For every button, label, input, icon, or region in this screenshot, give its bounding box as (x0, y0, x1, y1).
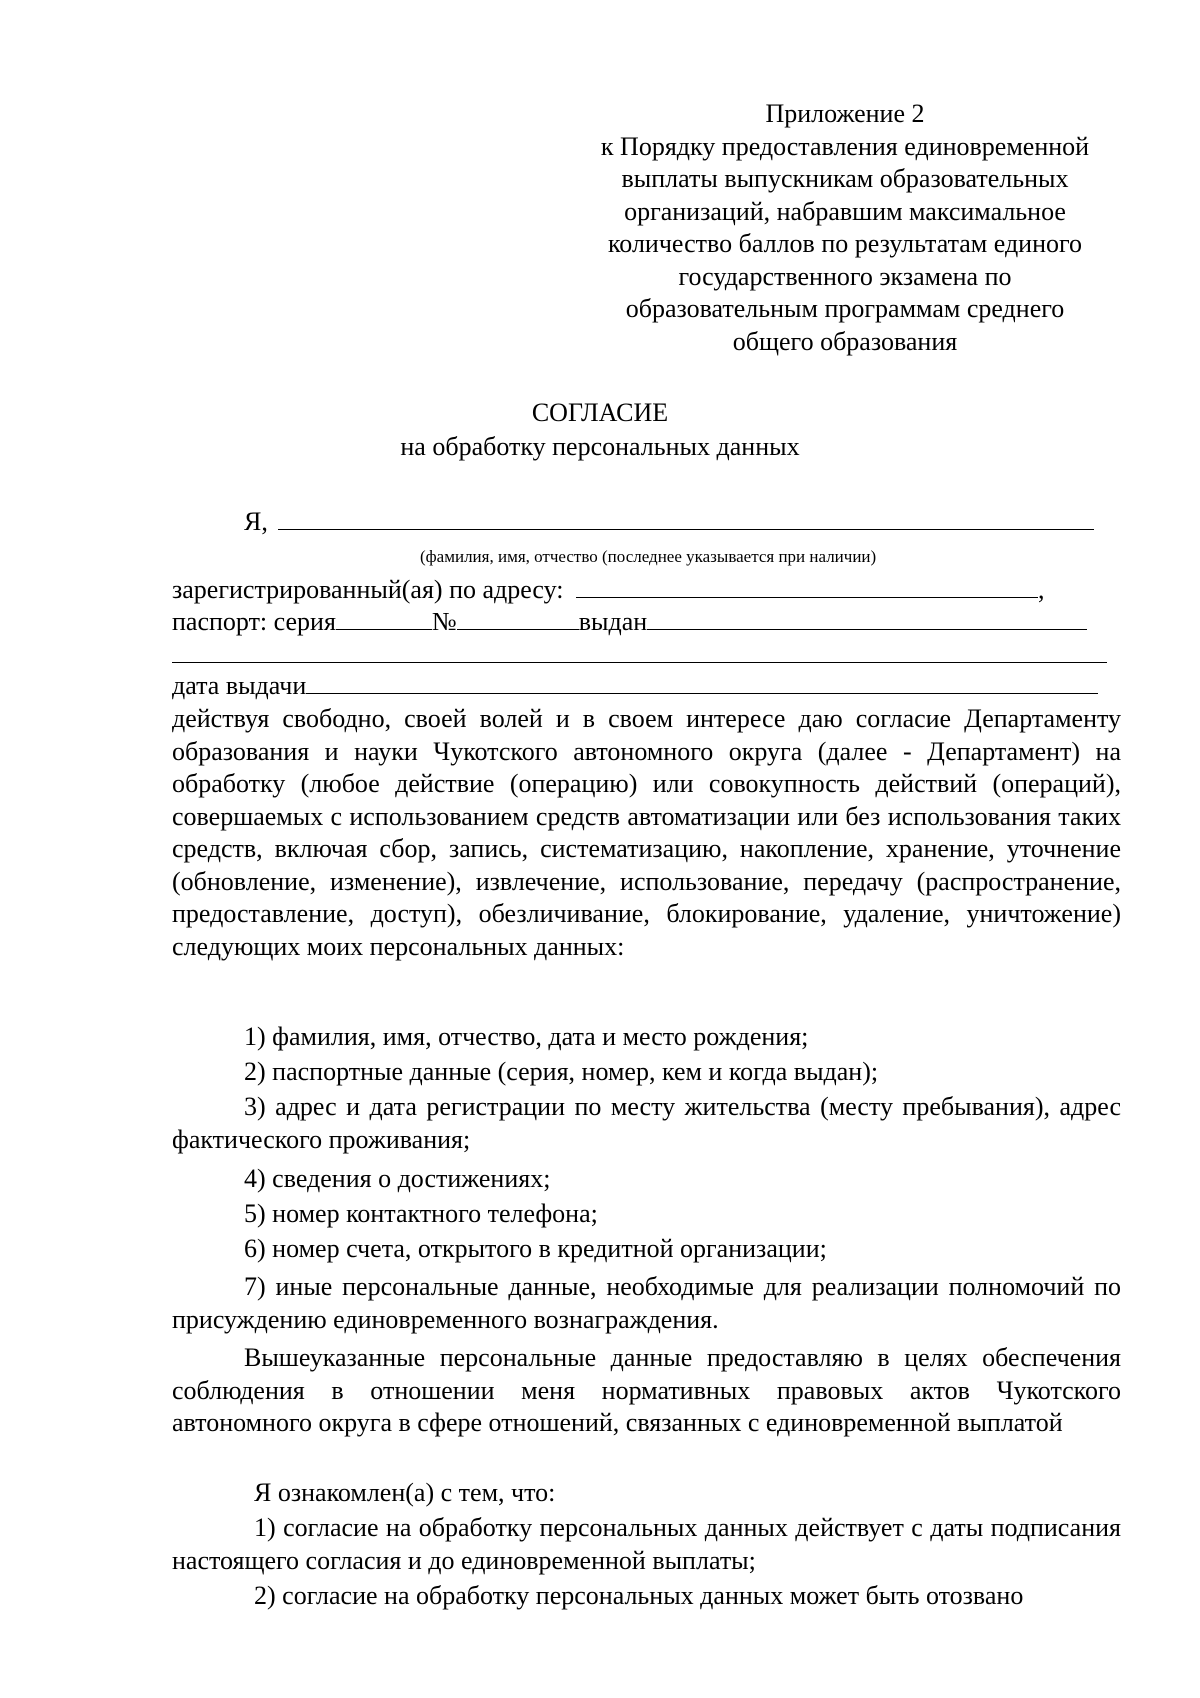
list-item: 2) паспортные данные (серия, номер, кем и когда выдан); (244, 1057, 879, 1086)
annex-line: общего образования (732, 326, 958, 356)
address-line (172, 574, 1045, 606)
issue-date-field[interactable] (306, 671, 1098, 694)
issue-date-line (172, 670, 1098, 702)
document-title: СОГЛАСИЕ (531, 398, 669, 427)
list-item: 5) номер контактного телефона; (244, 1199, 598, 1228)
issued-label: выдан (578, 607, 648, 636)
annex-line: выплаты выпускникам образовательных (621, 164, 1069, 193)
annex-line: образовательным программам среднего (625, 294, 1065, 323)
i-label: Я, (244, 507, 268, 536)
passport-line (172, 606, 1087, 638)
address-comma: , (1038, 575, 1045, 604)
annex-line: государственного экзамена по (678, 261, 1012, 291)
consent-paragraph: действуя свободно, своей волей и в своем интересе даю согласие Департаменту образования и науки Чукотского автономного округа (далее - Департамент) на обработку (любое действие (операцию) или совокупность действий (операций), совершаемых с использованием средств автоматизации или без использования таких средств, включая сбор, запись, систематизацию, накопление, хранение, уточнение (обновление, изменение), извлечение, использование, передачу (распространение, предоставление, доступ), обезличивание, блокирование, удаление, уничтожение) следующих моих персональных данных: (172, 704, 1121, 961)
issued-by-field[interactable] (647, 607, 1087, 630)
list-item: 7) иные персональные данные, необходимые для реализации полномочий по присуждению единовременного вознаграждения. (172, 1272, 1121, 1334)
annex-header (575, 98, 1115, 358)
ack-item: 1) согласие на обработку персональных данных действует с даты подписания настоящего согласия и до единовременной выплаты; (172, 1513, 1121, 1575)
number-sign: № (431, 607, 457, 636)
passport-label: паспорт: серия (172, 607, 336, 636)
registered-label: зарегистрированный(ая) по адресу: (172, 575, 564, 604)
annex-line: количество баллов по результатам единого (607, 229, 1083, 258)
acknowledged-heading: Я ознакомлен(а) с тем, что: (254, 1478, 556, 1507)
ack-item: 2) согласие на обработку персональных данных может быть отозвано (254, 1581, 1024, 1610)
passport-number-field[interactable] (457, 607, 579, 630)
passport-series-field[interactable] (336, 607, 432, 630)
annex-line: организаций, набравшим максимальное (624, 196, 1066, 226)
list-item: 1) фамилия, имя, отчество, дата и место рождения; (244, 1022, 809, 1051)
address-field[interactable] (576, 575, 1038, 598)
name-caption: (фамилия, имя, отчество (последнее указывается при наличии) (420, 547, 877, 566)
name-line (244, 506, 1094, 538)
name-field[interactable] (278, 507, 1094, 530)
list-item: 3) адрес и дата регистрации по месту жительства (месту пребывания), адрес фактического проживания; (172, 1092, 1121, 1154)
list-item: 6) номер счета, открытого в кредитной организации; (244, 1234, 827, 1263)
document-subtitle: на обработку персональных данных (400, 432, 800, 461)
annex-line: Приложение 2 (765, 99, 925, 128)
purpose-paragraph: Вышеуказанные персональные данные предоставляю в целях обеспечения соблюдения в отношении меня нормативных правовых актов Чукотского автономного округа в сфере отношений, связанных с единовременной выплатой (172, 1343, 1121, 1437)
annex-line: к Порядку предоставления единовременной (600, 131, 1090, 161)
issue-date-label: дата выдачи (172, 671, 307, 700)
issued-by-field-continuation[interactable] (172, 662, 1107, 663)
list-item: 4) сведения о достижениях; (244, 1164, 551, 1193)
